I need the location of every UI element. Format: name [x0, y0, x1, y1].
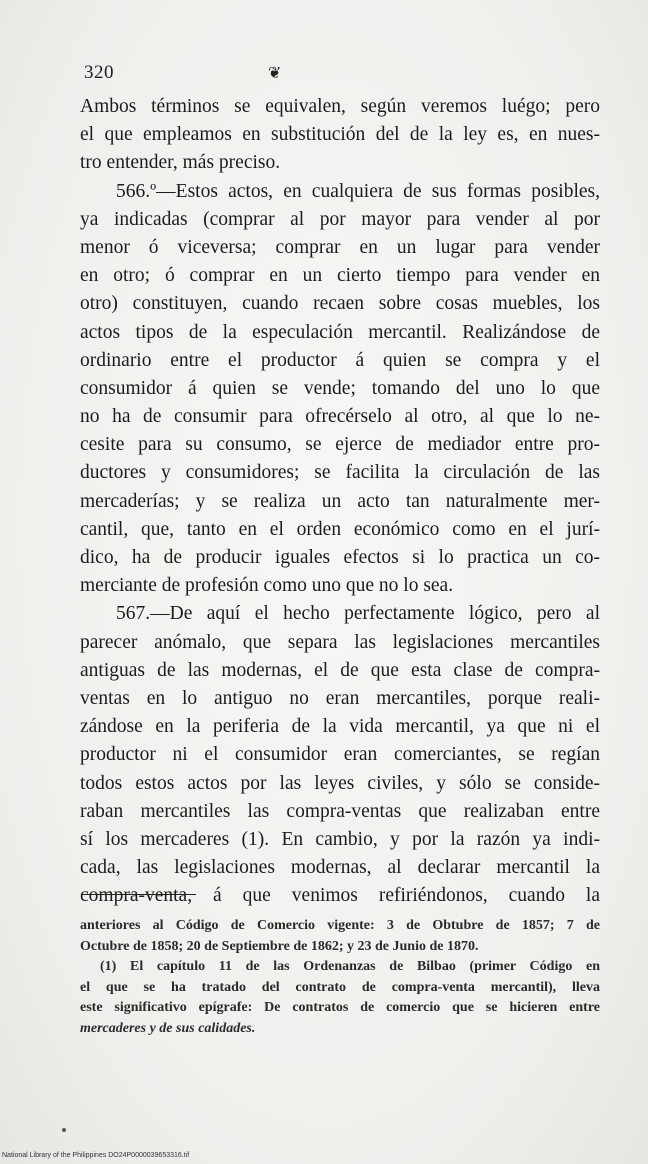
body-line: zándose en la periferia de la vida mercantil, ya que ni el — [80, 716, 600, 738]
footnote-line: mercaderes y de sus calidades. — [80, 1020, 256, 1036]
body-line: cada, las legislaciones modernas, al declarar mercantil la — [80, 857, 600, 879]
footnote-line: Octubre de 1858; 20 de Septiembre de 1862; y 23 de Junio de 1870. — [80, 938, 479, 954]
scan-credit: National Library of the Philippines DO24P0000039653316.tif — [2, 1152, 190, 1159]
body-line: tro entender, más preciso. — [80, 152, 281, 174]
body-line: actos tipos de la especulación mercantil. Realizándose de — [80, 321, 600, 343]
footnote-line: este significativo epígrafe: De contratos de comercio que se hicieren entre — [80, 1000, 600, 1015]
body-line: mercaderías; y se realiza un acto tan naturalmente mer- — [80, 490, 600, 512]
scan-speck — [62, 1128, 66, 1132]
body-line: productor ni el consumidor eran comerciantes, se regían — [80, 744, 600, 766]
body-line: otro) constituyen, cuando recaen sobre cosas muebles, los — [80, 293, 600, 315]
body-line: ordinario entre el productor á quien se compra y el — [80, 349, 600, 371]
body-text — [80, 93, 600, 910]
body-line: 566.º—Estos actos, en cualquiera de sus formas posibles, — [116, 180, 600, 202]
body-line: menor ó viceversa; comprar en un lugar para vender — [80, 236, 600, 258]
ornament-mark: ❦ — [268, 65, 282, 82]
body-line: Ambos términos se equivalen, según veremos luégo; pero — [80, 96, 600, 117]
body-line: cesite para su consumo, se ejerce de mediador entre pro- — [80, 434, 600, 456]
footnote-line: (1) El capítulo 11 de las Ordenanzas de Bilbao (primer Código en — [100, 959, 600, 974]
body-line: antiguas de las modernas, el de que esta clase de compra- — [80, 659, 600, 681]
footnotes — [80, 916, 600, 1039]
body-line: ductores y consumidores; se facilita la circulación de las — [80, 462, 600, 484]
body-line: todos estos actos por las leyes civiles, y sólo se conside- — [80, 772, 600, 794]
body-line: no ha de consumir para ofrecérselo al otro, al que lo ne- — [80, 406, 600, 428]
body-line: sí los mercaderes (1). En cambio, y por la razón ya indi- — [80, 828, 600, 850]
body-line: dico, ha de producir iguales efectos si lo practica un co- — [80, 547, 600, 568]
footnote-separator — [82, 894, 196, 895]
body-line: ya indicadas (comprar al por mayor para vender al por — [80, 208, 600, 230]
body-line: el que empleamos en substitución del de la ley es, en nues- — [80, 124, 600, 146]
body-line: parecer anómalo, que separa las legislaciones mercantiles — [80, 631, 600, 653]
footnote-line: el que se ha tratado del contrato de compra-venta mercantil), lleva — [80, 979, 600, 995]
body-line: consumidor á quien se vende; tomando del uno lo que — [80, 377, 600, 399]
body-line: compra-venta, á que venimos refiriéndonos, cuando la — [80, 885, 600, 907]
body-line: merciante de profesión como uno que no lo sea. — [80, 575, 454, 597]
body-line: raban mercantiles las compra-ventas que realizaban entre — [80, 800, 600, 822]
body-line: 567.—De aquí el hecho perfectamente lógico, pero al — [116, 603, 600, 625]
footnote-line: anteriores al Código de Comercio vigente: 3 de Obtubre de 1857; 7 de — [80, 918, 600, 933]
body-line: cantil, que, tanto en el orden económico como en el jurí- — [80, 518, 600, 540]
page-number: 320 — [84, 62, 114, 83]
body-line: ventas en lo antiguo no eran mercantiles, porque reali- — [80, 687, 600, 709]
body-line: en otro; ó comprar en un cierto tiempo para vender en — [80, 265, 600, 287]
